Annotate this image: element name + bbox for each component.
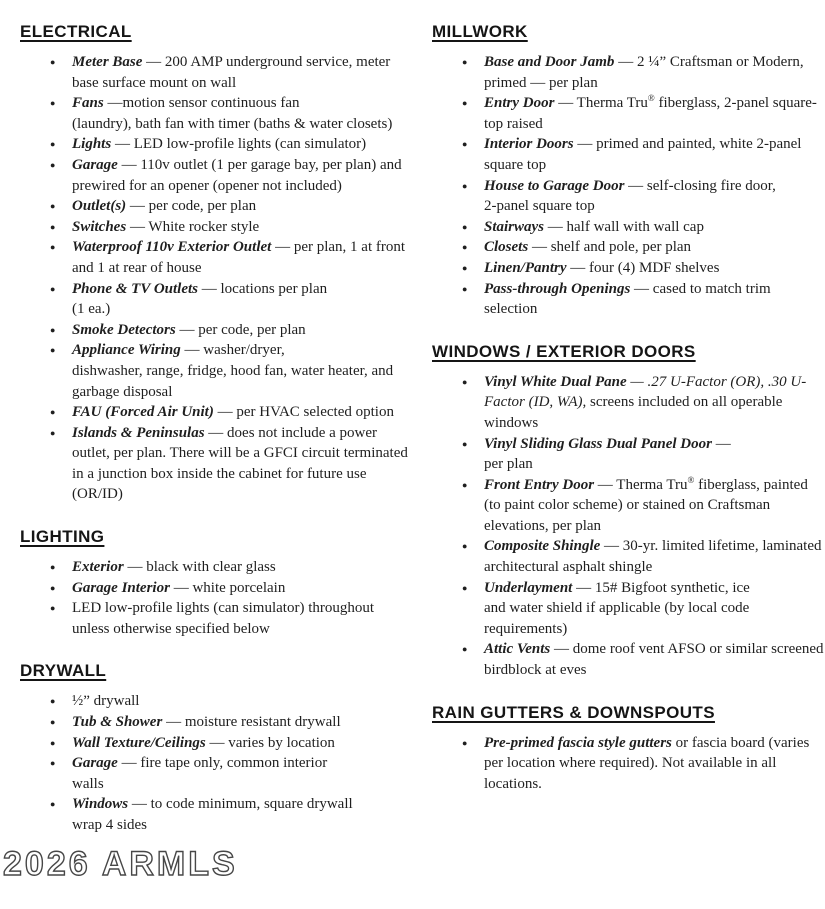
- item-text: LED low-profile lights (can simulator) throughout unless otherwise specified below: [72, 600, 375, 637]
- item-text: or fascia board (varies per location where required). Not available in all locations.: [484, 734, 810, 792]
- spec-item: [20, 320, 414, 341]
- item-text: — per code, per plan: [175, 321, 306, 338]
- spec-item: [432, 578, 825, 640]
- item-text: — cased to match trim selection: [484, 280, 771, 318]
- spec-item: [20, 598, 414, 639]
- item-lead: Islands & Peninsulas: [72, 424, 205, 441]
- item-lead: Vinyl Sliding Glass Dual Panel Door: [484, 435, 712, 452]
- item-text: dishwasher, range, fridge, hood fan, water heater, and garbage disposal: [72, 362, 394, 400]
- item-text: — .27 U-Factor (OR), .30 U-Factor (ID, WA),: [484, 373, 807, 411]
- item-text: screens included on all operable windows: [484, 394, 783, 431]
- column-right: [432, 22, 825, 794]
- spec-item: [432, 52, 825, 93]
- item-text: — four (4) MDF shelves: [566, 259, 720, 276]
- item-lead: Pass-through Openings: [484, 280, 631, 297]
- item-lead: Front Entry Door: [484, 476, 595, 493]
- spec-item: [20, 712, 414, 733]
- item-text: — White rocker style: [126, 218, 260, 235]
- item-text: ®: [647, 93, 655, 104]
- item-text: — 200 AMP underground service, meter base surface mount on wall: [72, 54, 391, 91]
- item-text: — moisture resistant drywall: [162, 714, 341, 731]
- item-lead: Fans: [72, 95, 104, 112]
- section-millwork: [432, 22, 825, 320]
- item-lead: Linen/Pantry: [484, 259, 567, 276]
- section-windows-exterior-doors: [432, 342, 825, 681]
- item-lead: Stairways: [484, 218, 545, 235]
- spec-item: [20, 279, 414, 320]
- item-lead: Base and Door Jamb: [484, 54, 615, 70]
- spec-item: [432, 733, 825, 795]
- item-text: 2-panel square top: [484, 198, 595, 215]
- item-text: wrap 4 sides: [72, 817, 147, 833]
- section-rain-gutters-downspouts: [432, 703, 825, 795]
- item-lead: FAU (Forced Air Unit): [72, 404, 214, 421]
- spec-item: [432, 134, 825, 175]
- item-text: walls: [72, 775, 104, 792]
- item-lead: Smoke Detectors: [72, 321, 176, 338]
- spec-item: [20, 134, 414, 155]
- spec-item: [20, 557, 414, 578]
- spec-item: [20, 733, 414, 754]
- item-text: per plan: [484, 456, 533, 473]
- item-text: —: [711, 435, 731, 452]
- item-text: — washer/dryer,: [180, 342, 285, 359]
- item-text: — varies by location: [205, 734, 335, 751]
- item-text: — per code, per plan: [126, 198, 257, 215]
- spec-list: [20, 557, 414, 639]
- spec-item: [20, 423, 414, 505]
- item-text: — 15# Bigfoot synthetic, ice: [572, 579, 750, 596]
- item-lead: Switches: [72, 218, 127, 235]
- item-text: — locations per plan: [198, 280, 328, 297]
- item-text: — black with clear glass: [123, 559, 276, 576]
- item-lead: House to Garage Door: [484, 177, 625, 194]
- spec-item: [432, 258, 825, 279]
- section-lighting: [20, 527, 414, 639]
- spec-item: [20, 217, 414, 238]
- item-text: fiberglass, painted (to paint color scheme) or stained on Craftsman elevations, per plan: [484, 476, 808, 534]
- section-title: MILLWORK: [432, 22, 528, 41]
- item-text: — per HVAC selected option: [213, 404, 394, 421]
- item-text: — dome roof vent AFSO or similar screened birdblock at eves: [484, 641, 824, 679]
- spec-item: [432, 237, 825, 258]
- item-lead: Lights: [72, 136, 112, 153]
- item-lead: Garage: [72, 755, 118, 772]
- item-text: — per plan, 1 at front and 1 at rear of house: [72, 239, 406, 276]
- item-text: — primed and painted, white 2-panel square top: [484, 136, 802, 173]
- item-lead: Windows: [72, 796, 129, 813]
- item-text: — shelf and pole, per plan: [528, 239, 692, 256]
- spec-item: [432, 639, 825, 680]
- item-text: — half wall with wall cap: [544, 218, 704, 235]
- spec-item: [20, 93, 414, 134]
- item-lead: Vinyl White Dual Pane: [484, 373, 627, 390]
- section-title: WINDOWS / EXTERIOR DOORS: [432, 341, 696, 361]
- item-lead: Exterior: [72, 559, 124, 576]
- item-text: — Therma Tru: [594, 476, 688, 493]
- spec-item: [432, 176, 825, 217]
- item-lead: Garage: [72, 156, 118, 173]
- spec-item: [20, 794, 414, 835]
- item-lead: Appliance Wiring: [72, 342, 181, 359]
- item-text: (laundry), bath fan with timer (baths & water closets): [72, 115, 393, 132]
- spec-item: [432, 434, 825, 475]
- spec-item: [432, 475, 825, 537]
- item-text: — 2 ¼” Craftsman or Modern, primed — per plan: [484, 54, 804, 91]
- section-electrical: [20, 22, 414, 505]
- item-lead: Outlet(s): [72, 198, 127, 215]
- item-text: ®: [687, 474, 695, 485]
- spec-item: [432, 93, 825, 134]
- column-left: [20, 22, 414, 836]
- item-text: — 110v outlet (1 per garage bay, per plan) and prewired for an opener (opener not included): [72, 156, 402, 194]
- spec-item: [20, 237, 414, 278]
- armls-watermark: 2026 ARMLS: [3, 845, 238, 883]
- spec-item: [20, 691, 414, 712]
- item-text: — white porcelain: [169, 579, 286, 596]
- section-title: ELECTRICAL: [20, 22, 132, 41]
- item-text: — LED low-profile lights (can simulator): [111, 136, 367, 153]
- item-text: ½” drywall: [72, 693, 140, 710]
- item-lead: Underlayment: [484, 579, 573, 596]
- section-title: RAIN GUTTERS & DOWNSPOUTS: [432, 702, 715, 722]
- section-title: LIGHTING: [20, 527, 105, 547]
- spec-item: [432, 217, 825, 238]
- item-lead: Meter Base: [72, 54, 143, 70]
- spec-list: [432, 52, 825, 320]
- item-text: — Therma Tru: [554, 95, 648, 112]
- section-title: DRYWALL: [20, 661, 107, 681]
- spec-list: [20, 691, 414, 835]
- spec-item: [20, 52, 414, 93]
- item-lead: Closets: [484, 239, 529, 256]
- section-drywall: [20, 661, 414, 835]
- spec-item: [20, 753, 414, 794]
- spec-item: [20, 340, 414, 402]
- spec-item: [20, 196, 414, 217]
- item-text: and water shield if applicable (by local code requirements): [484, 600, 750, 637]
- item-text: — does not include a power outlet, per plan. There will be a GFCI circuit terminated in a junction box inside the cabinet for future use (OR/ID): [72, 424, 408, 503]
- item-lead: Entry Door: [484, 95, 555, 112]
- spec-item: [20, 578, 414, 599]
- spec-item: [432, 372, 825, 434]
- item-lead: Attic Vents: [484, 641, 551, 658]
- item-lead: Tub & Shower: [72, 714, 163, 731]
- item-text: fiberglass, 2-panel square-top raised: [484, 95, 817, 132]
- item-text: (1 ea.): [72, 301, 111, 318]
- item-lead: Composite Shingle: [484, 538, 601, 555]
- item-text: — 30-yr. limited lifetime, laminated architectural asphalt shingle: [484, 538, 822, 576]
- spec-list: [20, 52, 414, 505]
- spec-list: [432, 372, 825, 681]
- spec-item: [20, 402, 414, 423]
- item-lead: Pre-primed fascia style gutters: [484, 734, 672, 751]
- item-lead: Interior Doors: [484, 136, 574, 153]
- item-text: — to code minimum, square drywall: [128, 796, 353, 813]
- spec-item: [432, 279, 825, 320]
- item-text: — self-closing fire door,: [624, 177, 776, 194]
- spec-item: [20, 155, 414, 196]
- spec-item: [432, 536, 825, 577]
- spec-list: [432, 733, 825, 795]
- item-lead: Waterproof 110v Exterior Outlet: [72, 239, 272, 256]
- item-text: — fire tape only, common interior: [117, 755, 328, 772]
- item-lead: Wall Texture/Ceilings: [72, 734, 206, 751]
- item-lead: Garage Interior: [72, 579, 170, 596]
- item-lead: Phone & TV Outlets: [72, 280, 198, 297]
- item-text: —motion sensor continuous fan: [103, 95, 300, 112]
